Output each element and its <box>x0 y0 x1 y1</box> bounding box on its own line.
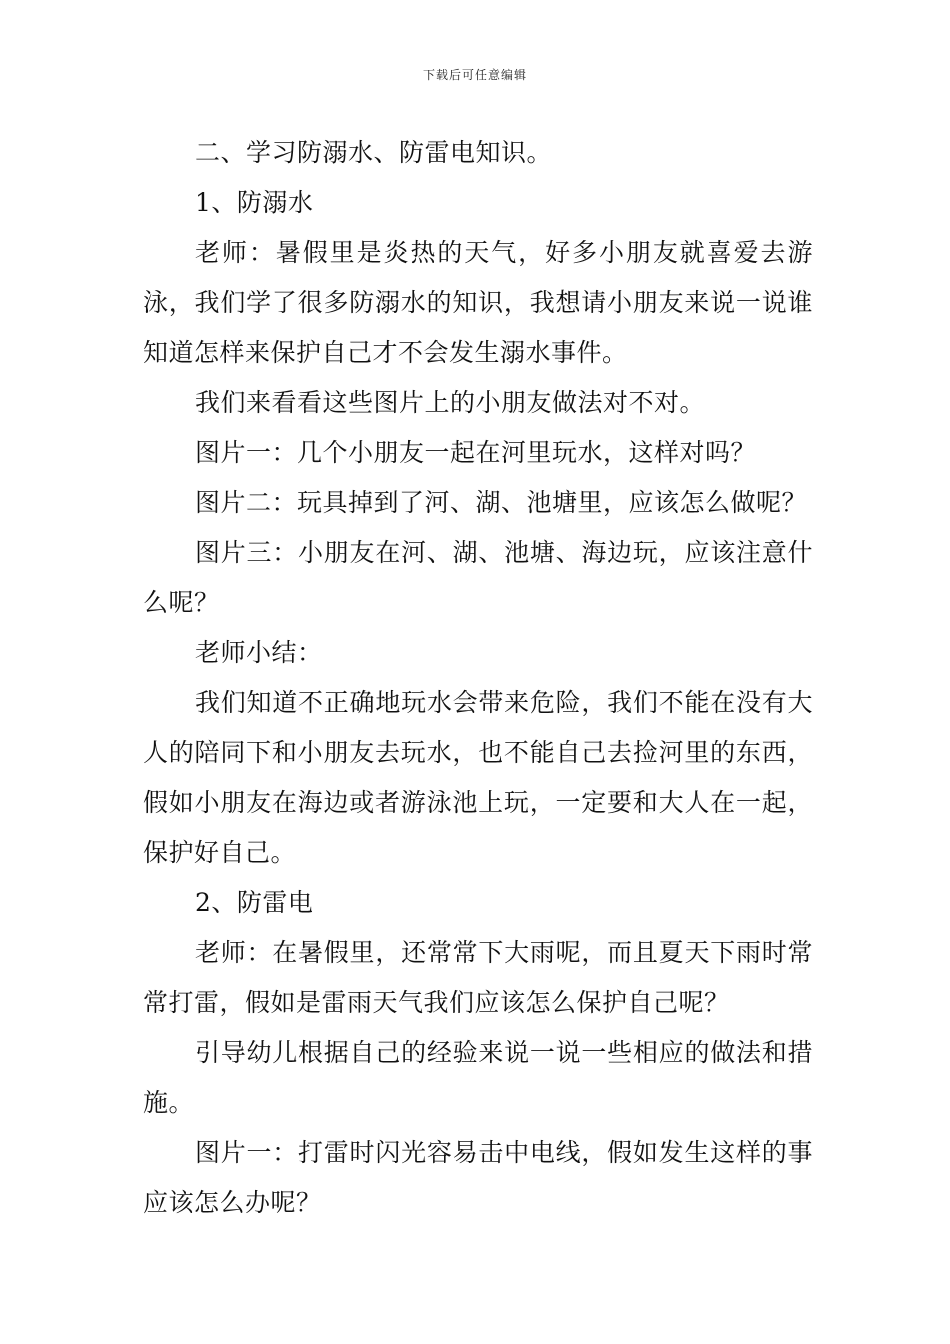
paragraph: 老师：在暑假里，还常常下大雨呢，而且夏天下雨时常常打雷，假如是雷雨天气我们应该怎么保护自己呢？ <box>143 938 813 1017</box>
paragraph: 图片一：打雷时闪光容易击中电线，假如发生这样的事应该怎么办呢？ <box>143 1138 813 1217</box>
paragraph: 老师小结： <box>195 638 323 667</box>
subsection-heading: 1、防溺水 <box>195 188 314 217</box>
subsection-heading: 2、防雷电 <box>195 888 314 917</box>
paragraph: 图片二：玩具掉到了河、湖、池塘里，应该怎么做呢？ <box>195 488 808 517</box>
paragraph: 图片一：几个小朋友一起在河里玩水，这样对吗？ <box>195 438 757 467</box>
paragraph: 图片三：小朋友在河、湖、池塘、海边玩，应该注意什么呢？ <box>143 538 813 617</box>
page-header: 下载后可任意编辑 <box>422 68 527 82</box>
section-heading: 二、学习防溺水、防雷电知识。 <box>195 138 553 167</box>
document-body <box>143 128 813 1228</box>
paragraph: 我们来看看这些图片上的小朋友做法对不对。 <box>195 388 706 417</box>
paragraph: 老师：暑假里是炎热的天气，好多小朋友就喜爱去游泳，我们学了很多防溺水的知识，我想请小朋友来说一说谁知道怎样来保护自己才不会发生溺水事件。 <box>143 238 813 367</box>
paragraph: 我们知道不正确地玩水会带来危险，我们不能在没有大人的陪同下和小朋友去玩水，也不能自己去捡河里的东西，假如小朋友在海边或者游泳池上玩，一定要和大人在一起，保护好自己。 <box>143 688 813 867</box>
paragraph: 引导幼儿根据自己的经验来说一说一些相应的做法和措施。 <box>143 1038 813 1117</box>
